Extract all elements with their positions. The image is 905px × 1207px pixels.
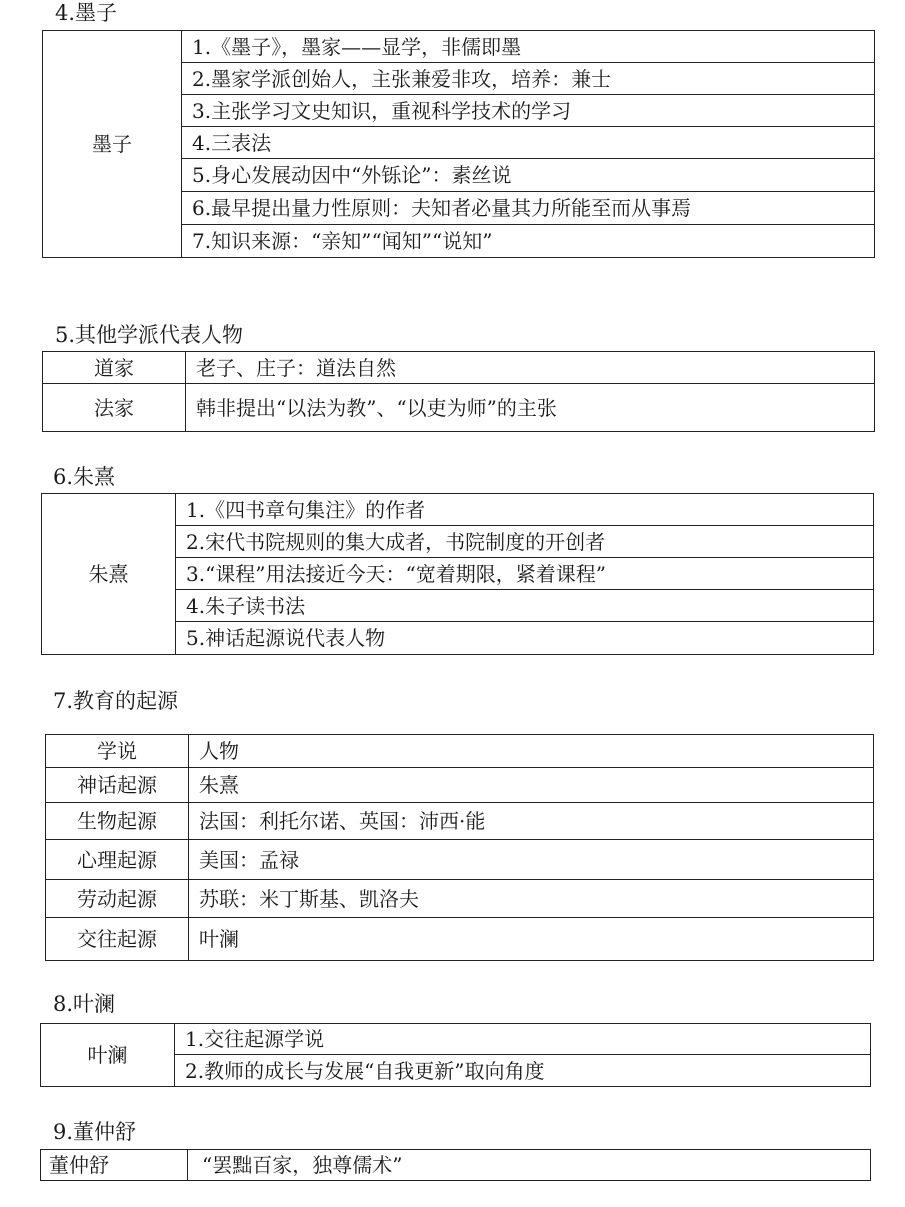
section-heading-yelan: 8.叶澜 — [53, 992, 116, 1016]
origin-person: 美国：孟禄 — [189, 840, 874, 880]
origin-header-person: 人物 — [189, 735, 874, 768]
section-heading-dong: 9.董仲舒 — [53, 1120, 137, 1144]
yelan-name-cell: 叶澜 — [41, 1024, 175, 1087]
yelan-item: 1.交往起源学说 — [175, 1024, 871, 1055]
origin-theory: 劳动起源 — [46, 880, 189, 918]
mozi-item: 4.三表法 — [182, 127, 875, 159]
section-heading-zhuxi: 6.朱熹 — [53, 465, 116, 489]
dong-name-cell: 董仲舒 — [41, 1150, 188, 1181]
school-name: 道家 — [43, 352, 186, 384]
section-heading-mozi: 4.墨子 — [55, 1, 118, 25]
mozi-item: 1.《墨子》，墨家——显学，非儒即墨 — [182, 31, 875, 63]
origin-theory: 生物起源 — [46, 803, 189, 840]
origin-theory: 心理起源 — [46, 840, 189, 880]
school-name: 法家 — [43, 384, 186, 432]
section-heading-origin: 7.教育的起源 — [53, 689, 179, 713]
origin-person: 苏联：米丁斯基、凯洛夫 — [189, 880, 874, 918]
mozi-item: 6.最早提出量力性原则：夫知者必量其力所能至而从事焉 — [182, 192, 875, 225]
mozi-name-cell: 墨子 — [43, 31, 182, 258]
zhuxi-item: 2.宋代书院规则的集大成者，书院制度的开创者 — [176, 526, 874, 558]
zhuxi-item: 5.神话起源说代表人物 — [176, 622, 874, 655]
zhuxi-item: 3.“课程”用法接近今天：“宽着期限，紧着课程” — [176, 558, 874, 590]
school-content: 老子、庄子：道法自然 — [186, 352, 875, 384]
origin-header-theory: 学说 — [46, 735, 189, 768]
mozi-item: 5.身心发展动因中“外铄论”：素丝说 — [182, 159, 875, 192]
origin-person: 法国：利托尔诺、英国：沛西·能 — [189, 803, 874, 840]
origin-person: 叶澜 — [189, 918, 874, 961]
zhuxi-name-cell: 朱熹 — [42, 494, 176, 655]
yelan-item: 2.教师的成长与发展“自我更新”取向角度 — [175, 1055, 871, 1087]
yelan-table — [40, 1023, 871, 1087]
school-content: 韩非提出“以法为教”、“以吏为师”的主张 — [186, 384, 875, 432]
origin-person: 朱熹 — [189, 768, 874, 803]
dong-content: “罢黜百家，独尊儒术” — [188, 1150, 871, 1181]
zhuxi-item: 1.《四书章句集注》的作者 — [176, 494, 874, 526]
zhuxi-item: 4.朱子读书法 — [176, 590, 874, 622]
origin-theory: 神话起源 — [46, 768, 189, 803]
other-schools-table — [42, 351, 875, 432]
zhuxi-table — [41, 493, 874, 655]
origin-theory: 交往起源 — [46, 918, 189, 961]
mozi-item: 2.墨家学派创始人，主张兼爱非攻，培养：兼士 — [182, 63, 875, 95]
dong-table — [40, 1149, 871, 1181]
section-heading-others: 5.其他学派代表人物 — [55, 323, 244, 347]
mozi-item: 3.主张学习文史知识，重视科学技术的学习 — [182, 95, 875, 127]
mozi-table — [42, 30, 875, 258]
origin-table — [45, 734, 874, 961]
mozi-item: 7.知识来源：“亲知”“闻知”“说知” — [182, 225, 875, 258]
